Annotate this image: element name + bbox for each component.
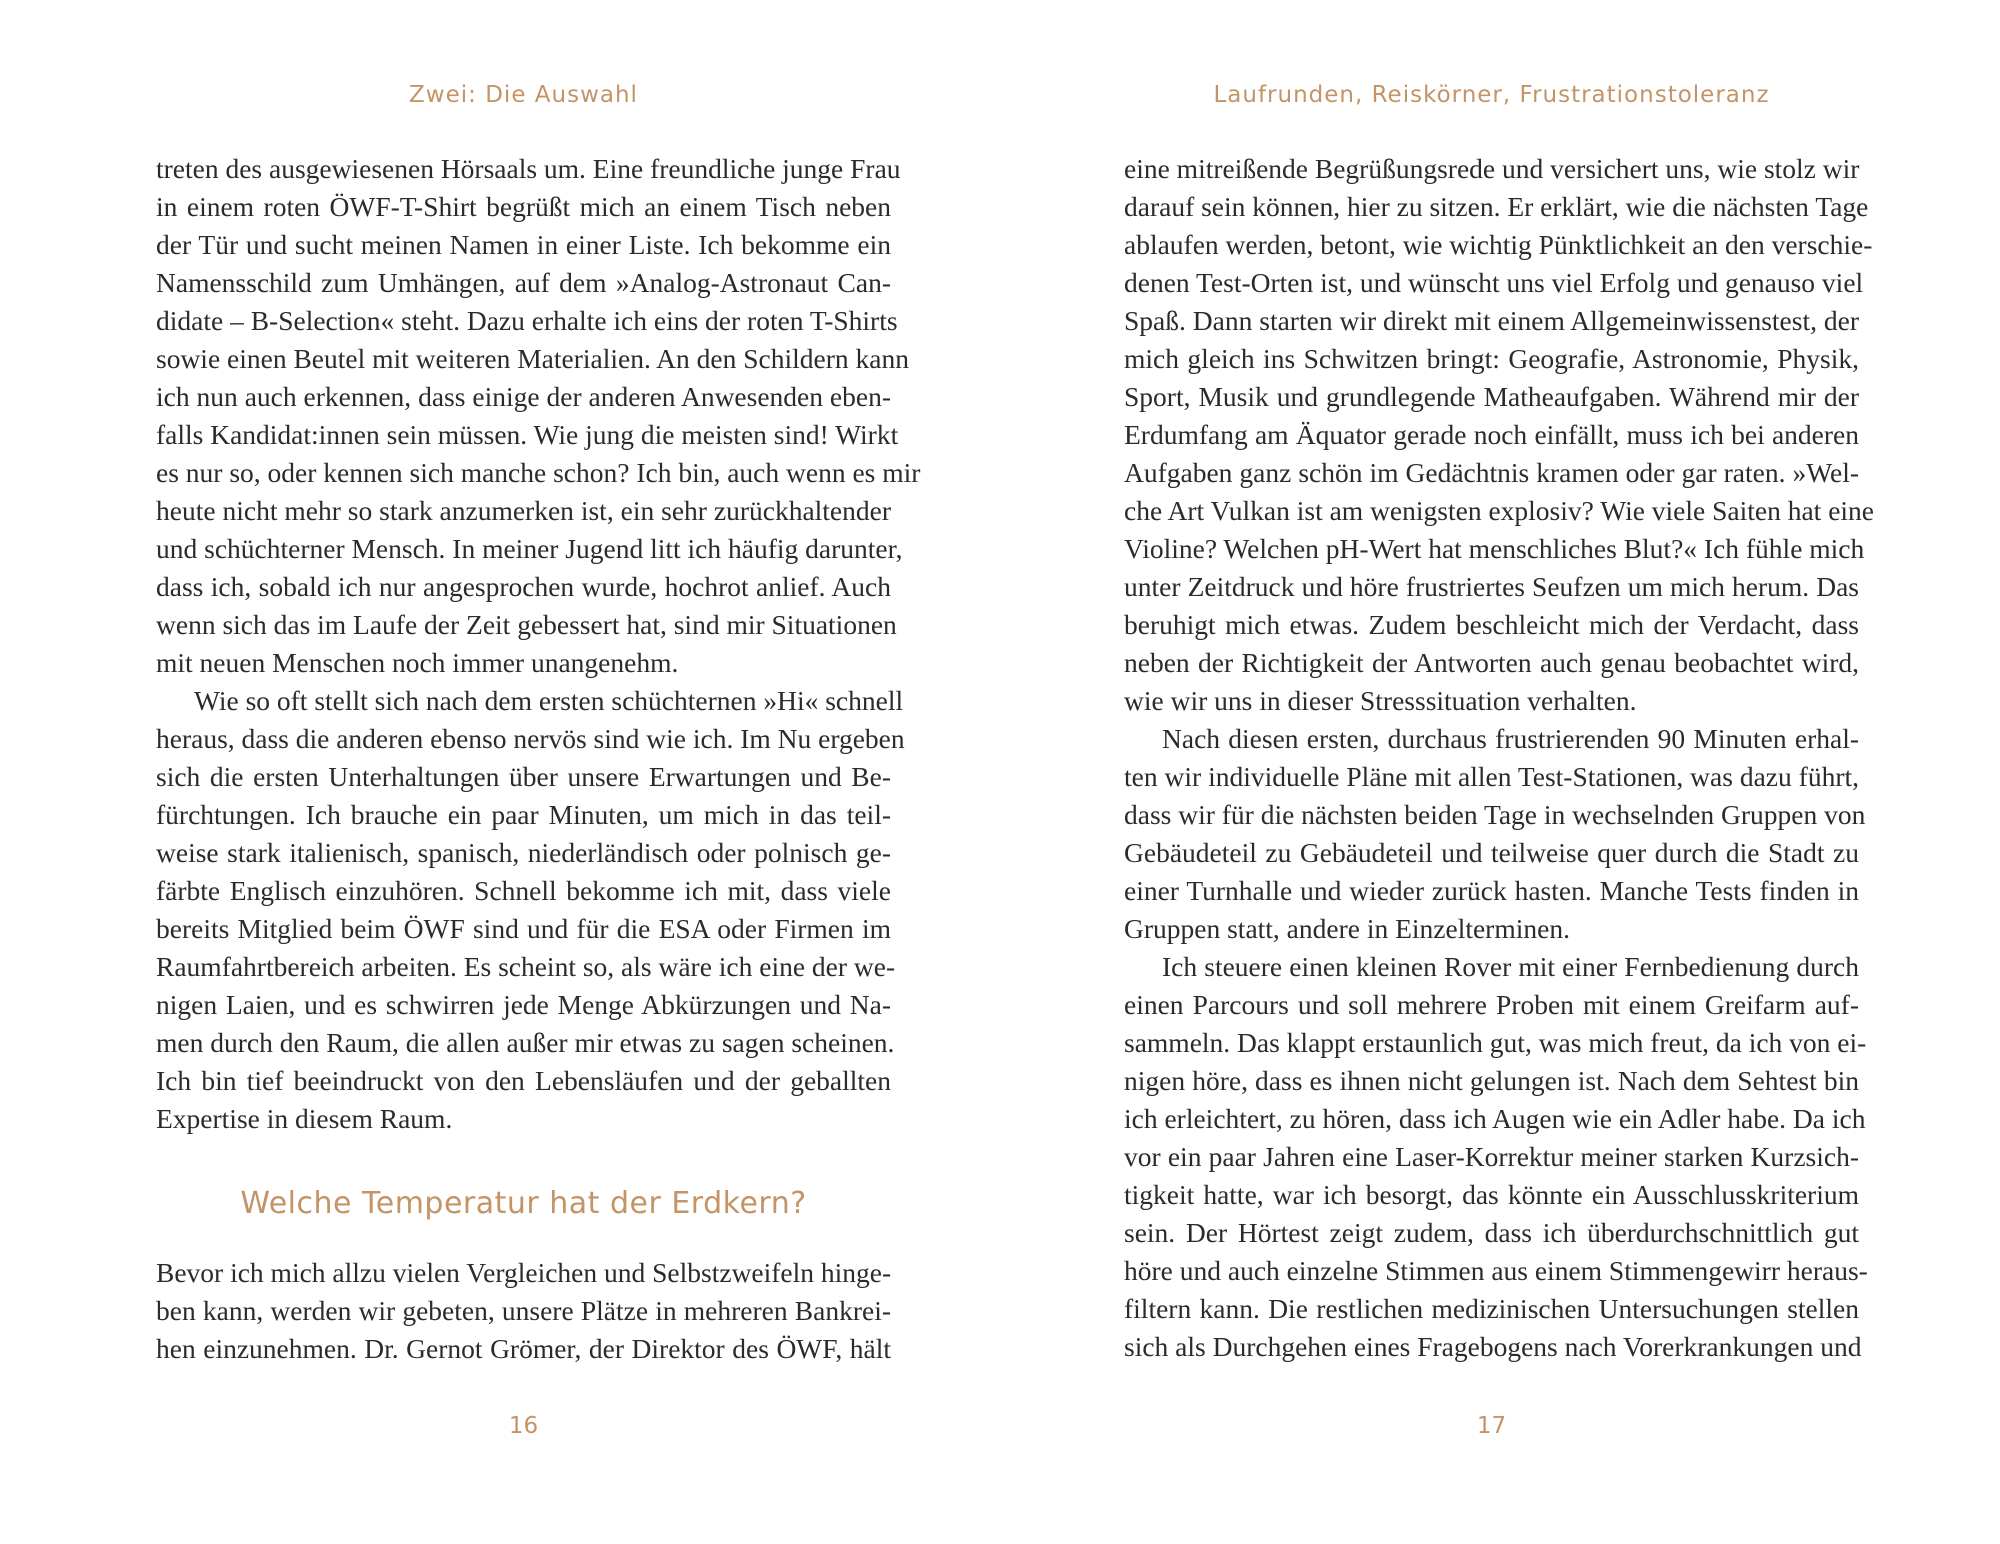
right-text-block bbox=[1124, 150, 1874, 1366]
text-line: wenn sich das im Laufe der Zeit gebessert hat, sind mir Situationen bbox=[156, 609, 897, 640]
left-paragraph-1 bbox=[156, 150, 921, 682]
text-line: sowie einen Beutel mit weiteren Materialien. An den Schildern kann bbox=[156, 343, 909, 374]
left-text-block bbox=[156, 150, 921, 1368]
text-line: weise stark italienisch, spanisch, niederländisch oder polnisch ge- bbox=[156, 837, 891, 868]
right-page bbox=[1124, 0, 1874, 1544]
right-paragraph-1 bbox=[1124, 150, 1874, 720]
page-number-left: 16 bbox=[508, 1413, 539, 1439]
section-heading: Welche Temperatur hat der Erdkern? bbox=[240, 1186, 807, 1221]
text-line: einer Turnhalle und wieder zurück hasten. Manche Tests finden in bbox=[1124, 875, 1859, 906]
text-line: filtern kann. Die restlichen medizinischen Untersuchungen stellen bbox=[1124, 1293, 1859, 1324]
text-line: sich die ersten Unterhaltungen über unsere Erwartungen und Be- bbox=[156, 761, 891, 792]
text-line: Ich steuere einen kleinen Rover mit einer Fernbedienung durch bbox=[1162, 951, 1859, 982]
text-line: ich erleichtert, zu hören, dass ich Augen wie ein Adler habe. Da ich bbox=[1124, 1103, 1866, 1134]
text-line: einen Parcours und soll mehrere Proben mit einem Greifarm auf- bbox=[1124, 989, 1859, 1020]
text-line: dass ich, sobald ich nur angesprochen wurde, hochrot anlief. Auch bbox=[156, 571, 891, 602]
text-line: Gebäudeteil zu Gebäudeteil und teilweise quer durch die Stadt zu bbox=[1124, 837, 1859, 868]
text-line: sich als Durchgehen eines Fragebogens nach Vorerkrankungen und bbox=[1124, 1331, 1862, 1362]
text-line: didate – B-Selection« steht. Dazu erhalte ich eins der roten T-Shirts bbox=[156, 305, 898, 336]
text-line: mit neuen Menschen noch immer unangenehm. bbox=[156, 647, 679, 678]
text-line: Spaß. Dann starten wir direkt mit einem Allgemeinwissenstest, der bbox=[1124, 305, 1859, 336]
text-line: Sport, Musik und grundlegende Matheaufgaben. Während mir der bbox=[1124, 381, 1859, 412]
text-line: heute nicht mehr so stark anzumerken ist, ein sehr zurückhaltender bbox=[156, 495, 891, 526]
text-line: mich gleich ins Schwitzen bringt: Geografie, Astronomie, Physik, bbox=[1124, 343, 1859, 374]
text-line: bereits Mitglied beim ÖWF sind und für die ESA oder Firmen im bbox=[156, 913, 891, 944]
text-line: nigen Laien, und es schwirren jede Menge Abkürzungen und Na- bbox=[156, 989, 891, 1020]
text-line: men durch den Raum, die allen außer mir etwas zu sagen scheinen. bbox=[156, 1027, 895, 1058]
right-paragraph-3 bbox=[1124, 948, 1868, 1366]
right-paragraph-2 bbox=[1124, 720, 1866, 948]
text-line: heraus, dass die anderen ebenso nervös sind wie ich. Im Nu ergeben bbox=[156, 723, 905, 754]
text-line: falls Kandidat:innen sein müssen. Wie jung die meisten sind! Wirkt bbox=[156, 419, 899, 450]
text-line: in einem roten ÖWF-T-Shirt begrüßt mich an einem Tisch neben bbox=[156, 191, 891, 222]
text-line: sammeln. Das klappt erstaunlich gut, was mich freut, da ich von ei- bbox=[1124, 1027, 1867, 1058]
text-line: Wie so oft stellt sich nach dem ersten schüchternen »Hi« schnell bbox=[194, 685, 904, 716]
text-line: treten des ausgewiesenen Hörsaals um. Eine freundliche junge Frau bbox=[156, 153, 901, 184]
text-line: beruhigt mich etwas. Zudem beschleicht mich der Verdacht, dass bbox=[1124, 609, 1859, 640]
text-line: höre und auch einzelne Stimmen aus einem Stimmengewirr heraus- bbox=[1124, 1255, 1868, 1286]
page-number-right: 17 bbox=[1476, 1413, 1507, 1439]
text-line: färbte Englisch einzuhören. Schnell bekomme ich mit, dass viele bbox=[156, 875, 891, 906]
running-head-right: Laufrunden, Reiskörner, Frustrationstoleranz bbox=[1213, 82, 1770, 108]
text-line: wie wir uns in dieser Stresssituation verhalten. bbox=[1124, 685, 1637, 716]
running-head-left: Zwei: Die Auswahl bbox=[409, 82, 638, 108]
left-paragraph-3 bbox=[156, 1254, 891, 1368]
text-line: ten wir individuelle Pläne mit allen Test-Stationen, was dazu führt, bbox=[1124, 761, 1859, 792]
text-line: darauf sein können, hier zu sitzen. Er erklärt, wie die nächsten Tage bbox=[1124, 191, 1869, 222]
left-paragraph-2 bbox=[156, 682, 905, 1138]
text-line: nigen höre, dass es ihnen nicht gelungen ist. Nach dem Sehtest bin bbox=[1124, 1065, 1859, 1096]
text-line: sein. Der Hörtest zeigt zudem, dass ich überdurchschnittlich gut bbox=[1124, 1217, 1859, 1248]
text-line: ablaufen werden, betont, wie wichtig Pünktlichkeit an den verschie- bbox=[1124, 229, 1873, 260]
left-page bbox=[156, 0, 921, 1544]
text-line: neben der Richtigkeit der Antworten auch genau beobachtet wird, bbox=[1124, 647, 1859, 678]
text-line: Aufgaben ganz schön im Gedächtnis kramen oder gar raten. »Wel- bbox=[1124, 457, 1859, 488]
text-line: Expertise in diesem Raum. bbox=[156, 1103, 453, 1134]
text-line: Namensschild zum Umhängen, auf dem »Analog-Astronaut Can- bbox=[156, 267, 891, 298]
text-line: und schüchterner Mensch. In meiner Jugend litt ich häufig darunter, bbox=[156, 533, 903, 564]
text-line: Nach diesen ersten, durchaus frustrierenden 90 Minuten erhal- bbox=[1162, 723, 1859, 754]
text-line: dass wir für die nächsten beiden Tage in wechselnden Gruppen von bbox=[1124, 799, 1866, 830]
text-line: ben kann, werden wir gebeten, unsere Plätze in mehreren Bankrei- bbox=[156, 1295, 891, 1326]
text-line: der Tür und sucht meinen Namen in einer Liste. Ich bekomme ein bbox=[156, 229, 891, 260]
text-line: Ich bin tief beeindruckt von den Lebensläufen und der geballten bbox=[156, 1065, 891, 1096]
text-line: ich nun auch erkennen, dass einige der anderen Anwesenden eben- bbox=[156, 381, 891, 412]
text-line: Gruppen statt, andere in Einzelterminen. bbox=[1124, 913, 1570, 944]
text-line: Violine? Welchen pH-Wert hat menschliches Blut?« Ich fühle mich bbox=[1124, 533, 1865, 564]
text-line: Bevor ich mich allzu vielen Vergleichen und Selbstzweifeln hinge- bbox=[156, 1257, 892, 1288]
text-line: Raumfahrtbereich arbeiten. Es scheint so, als wäre ich eine der we- bbox=[156, 951, 896, 982]
text-line: eine mitreißende Begrüßungsrede und versichert uns, wie stolz wir bbox=[1124, 153, 1860, 184]
text-line: hen einzunehmen. Dr. Gernot Grömer, der Direktor des ÖWF, hält bbox=[156, 1333, 891, 1364]
text-line: fürchtungen. Ich brauche ein paar Minuten, um mich in das teil- bbox=[156, 799, 891, 830]
text-line: che Art Vulkan ist am wenigsten explosiv? Wie viele Saiten hat eine bbox=[1124, 495, 1874, 526]
text-line: vor ein paar Jahren eine Laser-Korrektur meiner starken Kurzsich- bbox=[1124, 1141, 1859, 1172]
text-line: Erdumfang am Äquator gerade noch einfällt, muss ich bei anderen bbox=[1124, 419, 1859, 450]
text-line: denen Test-Orten ist, und wünscht uns viel Erfolg und genauso viel bbox=[1124, 267, 1864, 298]
text-line: unter Zeitdruck und höre frustriertes Seufzen um mich herum. Das bbox=[1124, 571, 1859, 602]
text-line: tigkeit hatte, war ich besorgt, das könnte ein Ausschlusskriterium bbox=[1124, 1179, 1859, 1210]
text-line: es nur so, oder kennen sich manche schon? Ich bin, auch wenn es mir bbox=[156, 457, 921, 488]
